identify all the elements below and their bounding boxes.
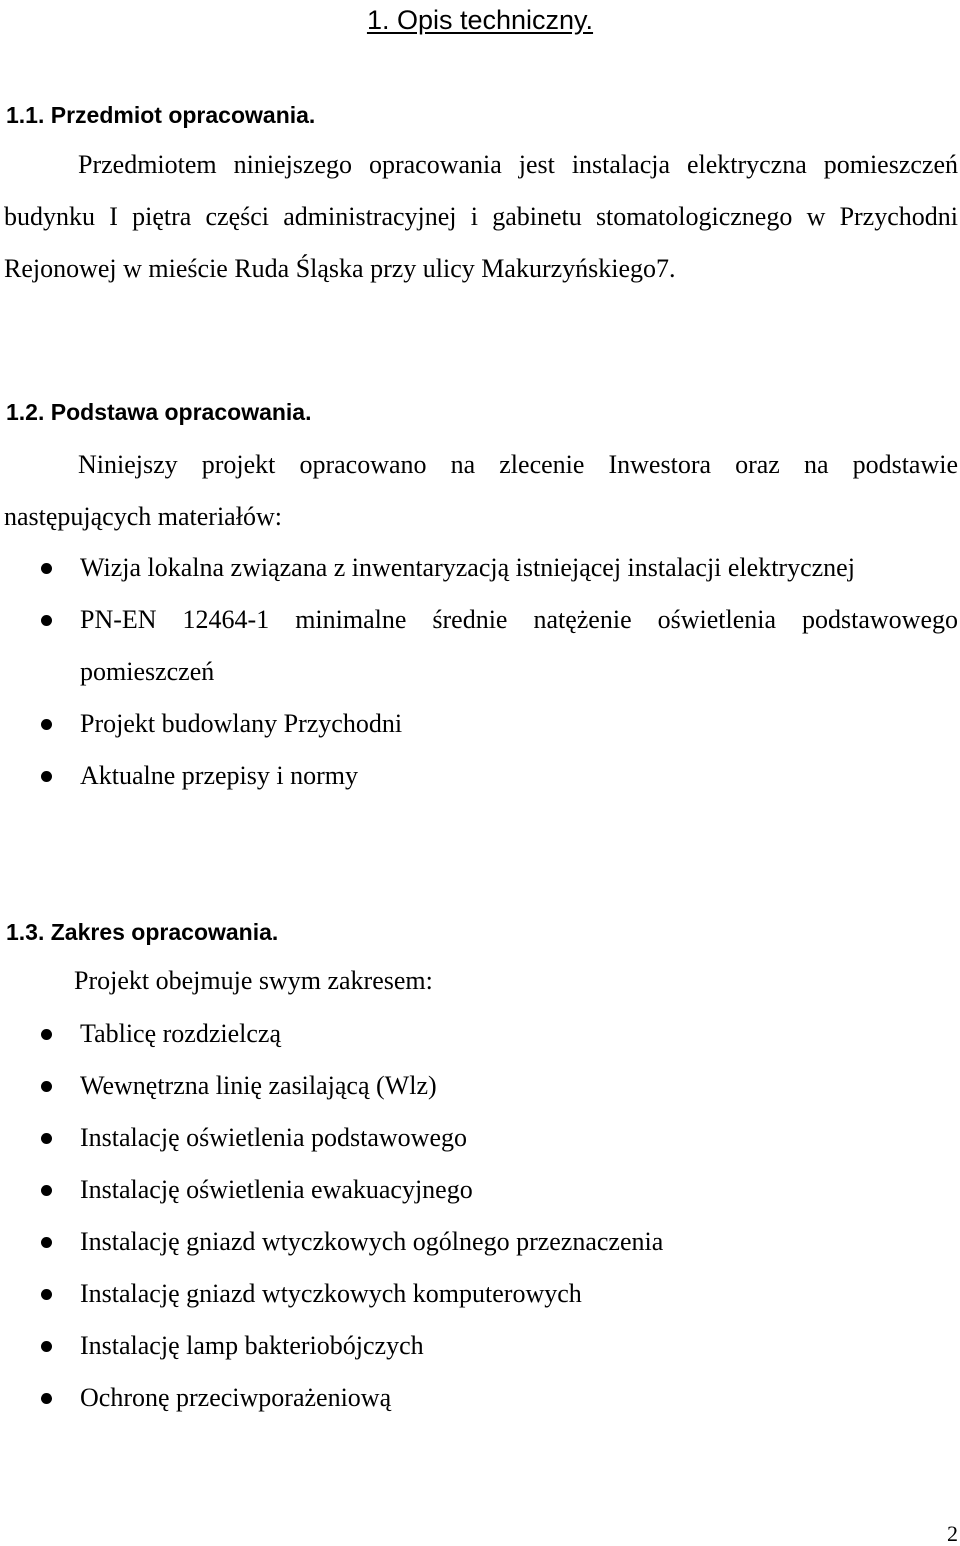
list-item bbox=[0, 1320, 958, 1372]
list-item-text: Instalację gniazd wtyczkowych komputerowych bbox=[80, 1279, 582, 1308]
bullet-icon bbox=[41, 719, 52, 730]
document-title: 1. Opis techniczny. bbox=[366, 5, 594, 35]
list-item bbox=[0, 542, 958, 594]
list-item bbox=[0, 1008, 958, 1060]
list-item bbox=[0, 1060, 958, 1112]
list-item bbox=[0, 1268, 958, 1320]
section-lead-zakres: Projekt obejmuje swym zakresem: bbox=[74, 966, 433, 995]
basis-list bbox=[0, 542, 958, 802]
bullet-icon bbox=[41, 615, 52, 626]
bullet-icon bbox=[41, 1341, 52, 1352]
list-item-text: Wizja lokalna związana z inwentaryzacją istniejącej instalacji elektrycznej bbox=[80, 553, 855, 582]
list-item bbox=[0, 1112, 958, 1164]
list-item-text: Aktualne przepisy i normy bbox=[80, 761, 358, 790]
bullet-icon bbox=[41, 1133, 52, 1144]
list-item bbox=[0, 750, 958, 802]
bullet-icon bbox=[41, 1029, 52, 1040]
list-item-text: Instalację oświetlenia ewakuacyjnego bbox=[80, 1175, 473, 1204]
page-number: 2 bbox=[947, 1521, 958, 1546]
section-paragraph-przedmiot: Przedmiotem niniejszego opracowania jest instalacja elektryczna pomieszczeń budynku I piętra części administracyjnej i gabinetu stomatologicznego w Przychodni Rejonowej w mieście Ruda Śląska przy ulicy Makurzyńskiego7. bbox=[4, 150, 958, 283]
bullet-icon bbox=[41, 1237, 52, 1248]
list-item-text: PN-EN 12464-1 minimalne średnie natężenie oświetlenia podstawowego pomieszczeń bbox=[80, 605, 958, 686]
list-item bbox=[0, 1164, 958, 1216]
bullet-icon bbox=[41, 771, 52, 782]
section-heading-zakres: 1.3. Zakres opracowania. bbox=[6, 919, 279, 945]
list-item bbox=[0, 594, 958, 698]
list-item bbox=[0, 1372, 958, 1424]
scope-list bbox=[0, 1008, 958, 1424]
list-item-text: Tablicę rozdzielczą bbox=[80, 1019, 281, 1048]
bullet-icon bbox=[41, 1081, 52, 1092]
list-item-text: Instalację gniazd wtyczkowych ogólnego przeznaczenia bbox=[80, 1227, 664, 1256]
bullet-icon bbox=[41, 1289, 52, 1300]
list-item-text: Instalację lamp bakteriobójczych bbox=[80, 1331, 424, 1360]
section-heading-podstawa: 1.2. Podstawa opracowania. bbox=[6, 399, 312, 425]
list-item-text: Instalację oświetlenia podstawowego bbox=[80, 1123, 467, 1152]
bullet-icon bbox=[41, 1185, 52, 1196]
bullet-icon bbox=[41, 1393, 52, 1404]
list-item-text: Projekt budowlany Przychodni bbox=[80, 709, 403, 738]
section-paragraph-podstawa: Niniejszy projekt opracowano na zlecenie Inwestora oraz na podstawie następujących materiałów: bbox=[4, 450, 958, 531]
list-item bbox=[0, 698, 958, 750]
section-heading-przedmiot: 1.1. Przedmiot opracowania. bbox=[6, 102, 316, 128]
bullet-icon bbox=[41, 563, 52, 574]
list-item bbox=[0, 1216, 958, 1268]
list-item-text: Wewnętrzna linię zasilającą (Wlz) bbox=[80, 1071, 437, 1100]
list-item-text: Ochronę przeciwporażeniową bbox=[80, 1383, 392, 1412]
